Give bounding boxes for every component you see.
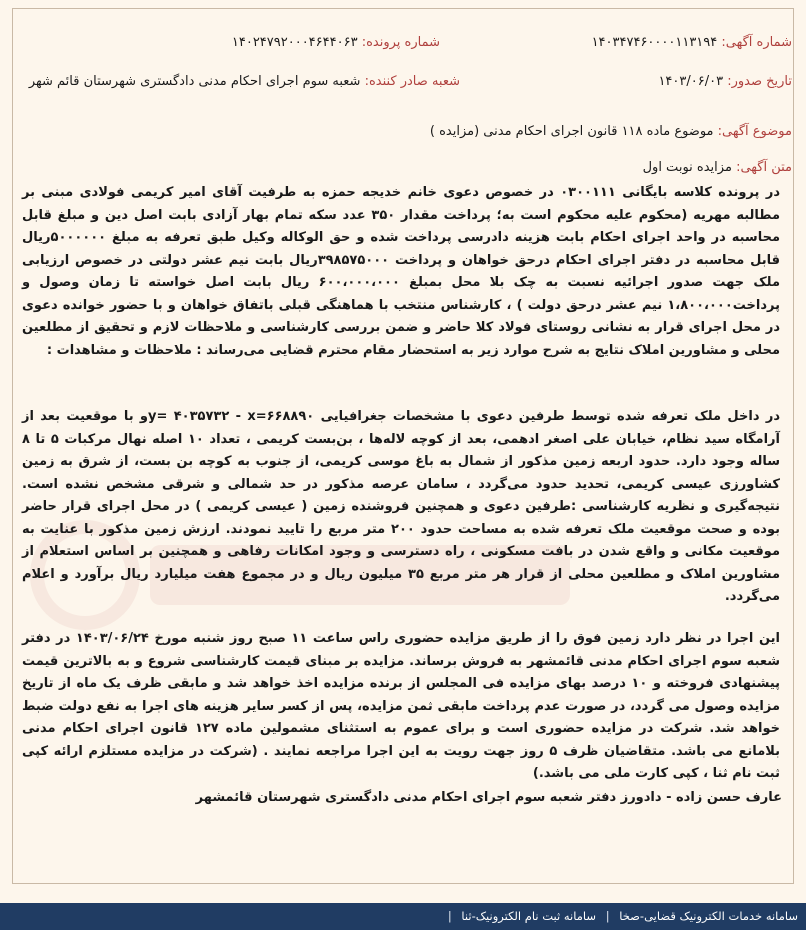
paragraph-auction-terms: این اجرا در نظر دارد زمین فوق را از طریق مزایده حضوری راس ساعت ۱۱ صبح روز شنبه مورخ ۱۴۰۳/۰۶/۲۴ در دفتر شعبه سوم اجرای احکام مدنی قائمشهر به فروش برساند. مزایده بر مبنای قیمت کارشناسی شروع و به بالاترین قیمت پیشنهادی فروخته و ۱۰ درصد بهای مزایده فی المجلس از برنده مزایده اخذ خواهد شد و مابقی ظرف یک ماه از تاریخ مزایده وصول می گردد، در صورت عدم پرداخت مابقی ثمن مزایده، پس از کسر سایر هزینه های اجرا به نفع دولت ضبط خواهد شد. شرکت در مزایده حضوری است و برای عموم به استثنای مشمولین ماده ۱۲۷ قانون اجرای احکام مدنی بلامانع می باشد. متقاضیان ظرف ۵ روز جهت رویت به این اجرا مراجعه نمایند . (شرکت در مزایده مستلزم ارائه کپی ثبت نام ثنا ، کپی کارت ملی می باشد.) bbox=[22, 631, 781, 781]
file-number-value: ۱۴۰۲۴۷۹۲۰۰۰۴۶۴۴۰۶۳ bbox=[231, 35, 358, 50]
notice-number bbox=[592, 34, 792, 52]
issue-date bbox=[658, 73, 792, 91]
issuer-value: شعبه سوم اجرای احکام مدنی دادگستری شهرستان قائم شهر bbox=[28, 74, 361, 89]
signature: عارف حسن زاده - دادورز دفتر شعبه سوم اجرای احکام مدنی دادگستری شهرستان قائمشهر bbox=[195, 790, 782, 805]
footer-link-sana[interactable]: سامانه ثبت نام الکترونیک-ثنا bbox=[461, 909, 597, 923]
notice-number-label: شماره آگهی: bbox=[721, 35, 792, 50]
footer-link-sakha[interactable]: سامانه خدمات الکترونیک قضایی-صخا bbox=[619, 909, 798, 923]
issue-date-value: ۱۴۰۳/۰۶/۰۳ bbox=[658, 74, 724, 89]
subject-value: موضوع ماده ۱۱۸ قانون اجرای احکام مدنی (مزایده ) bbox=[429, 124, 714, 139]
notice-number-value: ۱۴۰۳۴۷۴۶۰۰۰۰۱۱۳۱۹۴ bbox=[591, 35, 718, 50]
footer-bar bbox=[0, 903, 806, 930]
paragraph-property-description: در داخل ملک تعرفه شده توسط طرفین دعوی با مشخصات جغرافیایی y= ۴۰۳۵۷۳۲ - x=۶۶۸۸۹۰و با موقعیت بعد از آرامگاه سید نظام، خیابان علی اصغر ادهمی، بعد از کوچه لاله‌ها ، بن‌بست کریمی ، تعداد ۱۰ اصله نهال مرکبات ۵ تا ۸ ساله وجود دارد. حدود اربعه زمین مذکور از شمال به باغ موسی کریمی، از جنوب به کوچه بن بست، از شرق به زمین کشاورزی عیسی کریمی، تحدید حدود می‌گردد ، سامان عرصه مذکور در حد شمالی و شرقی مشخص نشده است. نتیجه‌گیری و نظریه کارشناسی :طرفین دعوی و همچنین فروشنده زمین ( عیسی کریمی ) در محل اجرای قرار حاضر بوده و صحت موقعیت ملک تعرفه شده به مساحت حدود ۲۰۰ متر مربع را تایید نمودند. ارزش زمین مذکور با عنایت به موقعیت مکانی و واقع شدن در بافت مسکونی ، راه دسترسی و وجود امکانات رفاهی و همچنین بر اساس استعلام از مشاورین املاک و مطلعین محلی از قرار هر متر مربع ۳۵ میلیون ریال و در مجموع هفت میلیارد ریال برآورد و اعلام می‌گردد. bbox=[22, 409, 780, 604]
subject-label: موضوع آگهی: bbox=[717, 124, 792, 139]
body-heading-label: متن آگهی: bbox=[736, 160, 792, 175]
body-heading-value: مزایده نوبت اول bbox=[642, 160, 732, 175]
issue-date-label: تاریخ صدور: bbox=[727, 74, 792, 89]
subject bbox=[430, 123, 792, 141]
issuer-label: شعبه صادر کننده: bbox=[364, 74, 460, 89]
footer-separator: | bbox=[605, 909, 610, 923]
footer-separator: | bbox=[447, 909, 452, 923]
file-number-label: شماره پرونده: bbox=[361, 35, 440, 50]
issuer bbox=[29, 73, 460, 91]
file-number bbox=[232, 34, 440, 52]
paragraph-case-details: در پرونده کلاسه بایگانی ۰۳۰۰۱۱۱ در خصوص دعوی خانم خدیجه حمزه به طرفیت آقای امیر کریمی فولادی مبنی بر مطالبه مهریه (محکوم علیه محکوم است به؛ پرداخت مقدار ۳۵۰ عدد سکه تمام بهار آزادی بابت اصل دین و مبلغ قابل محاسبه در واحد اجرای احکام بابت هزینه دادرسی پرداخت شده و حق الوکاله وکیل طبق تعرفه به مبلغ ۵۰۰۰۰۰۰ریال قابل محاسبه در دفتر اجرای احکام درحق خواهان و پرداخت ۳۹۸۵۷۵۰۰۰ریال بابت نیم عشر دولتی در خصوص ارزیابی ملک جهت صدور اجرائیه نسبت به چک بلا محل بمبلغ ۶۰۰،۰۰۰،۰۰۰ ریال بابت اصل خواسته تا زمان وصول و پرداخت۱،۸۰۰،۰۰۰ نیم عشر درحق دولت ) ، کارشناس منتخب با هماهنگی قبلی باتفاق خواهان و با حضور خوانده دعوی در محل اجرای قرار به نشانی روستای فولاد کلا حاضر و ضمن بررسی کارشناسی و ملاحظات لازم و تحقیق از مطلعین محلی و مشاورین املاک نتایج به شرح موارد زیر به استحضار مقام محترم قضایی می‌رساند : ملاحظات و مشاهدات : bbox=[22, 185, 781, 358]
body-heading bbox=[643, 159, 792, 177]
